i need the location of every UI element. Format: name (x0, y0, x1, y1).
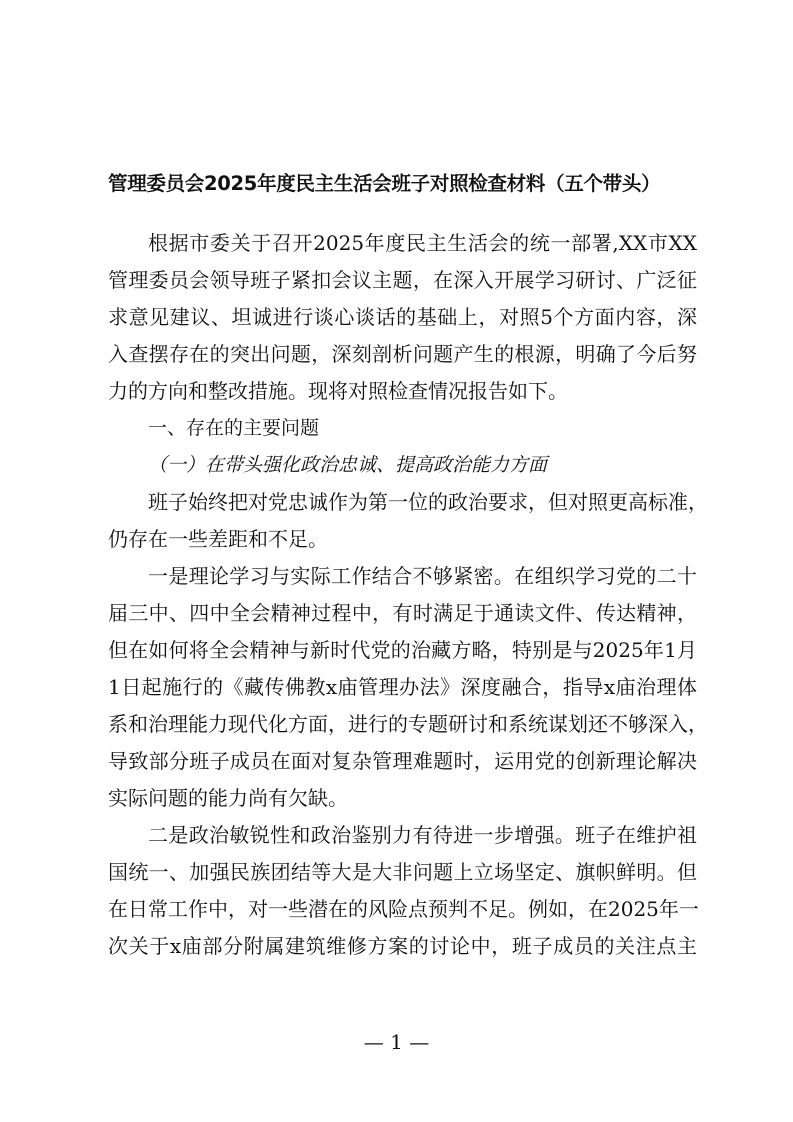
paragraph (108, 484, 708, 558)
text-line: 仍存在一些差距和不足。 (108, 527, 328, 551)
document-body (108, 225, 708, 965)
text-line: 导致部分班子成员在面对复杂管理难题时，运用党的创新理论解决 (108, 749, 697, 773)
text-line: 根据市委关于召开2025年度民主生活会的统一部署,XX市XX (148, 231, 697, 255)
intro-paragraph (108, 225, 697, 410)
text-line: 在日常工作中，对一些潜在的风险点预判不足。例如，在2025年一 (108, 897, 699, 921)
text-line: 入查摆存在的突出问题，深刻剖析问题产生的根源，明确了今后努 (108, 342, 697, 366)
text-line: 国统一、加强民族团结等大是大非问题上立场坚定、旗帜鲜明。但 (108, 860, 697, 884)
page-number: — 1 — (363, 1030, 430, 1054)
text-line: 但在如何将全会精神与新时代党的治藏方略，特别是与2025年1月 (108, 638, 697, 662)
paragraph (108, 558, 708, 817)
text-line: 管理委员会领导班子紧扣会议主题，在深入开展学习研讨、广泛征 (108, 268, 697, 292)
text-line: 力的方向和整改措施。现将对照检查情况报告如下。 (108, 379, 568, 403)
text-line: 求意见建议、坦诚进行谈心谈话的基础上，对照5个方面内容，深 (108, 305, 697, 329)
text-line: 系和治理能力现代化方面，进行的专题研讨和系统谋划还不够深入， (108, 712, 708, 736)
text-line: 届三中、四中全会精神过程中，有时满足于通读文件、传达精神， (108, 601, 697, 625)
text-line: 班子始终把对党忠诚作为第一位的政治要求，但对照更高标准， (148, 490, 708, 514)
text-line: 一是理论学习与实际工作结合不够紧密。在组织学习党的二十 (148, 564, 697, 588)
section-heading: 一、存在的主要问题 (148, 417, 320, 439)
paragraph (108, 817, 697, 965)
text-line: 二是政治敏锐性和政治鉴别力有待进一步增强。班子在维护祖 (148, 823, 697, 847)
text-line: 次关于x庙部分附属建筑维修方案的讨论中，班子成员的关注点主 (108, 934, 697, 958)
text-line: 1日起施行的《藏传佛教x庙管理办法》深度融合，指导x庙治理体 (108, 675, 697, 699)
document-title: 管理委员会2025年度民主生活会班子对照检查材料（五个带头） (108, 172, 661, 195)
subsection-heading: （一）在带头强化政治忠诚、提高政治能力方面 (148, 454, 548, 476)
text-line: 实际问题的能力尚有欠缺。 (108, 786, 348, 810)
